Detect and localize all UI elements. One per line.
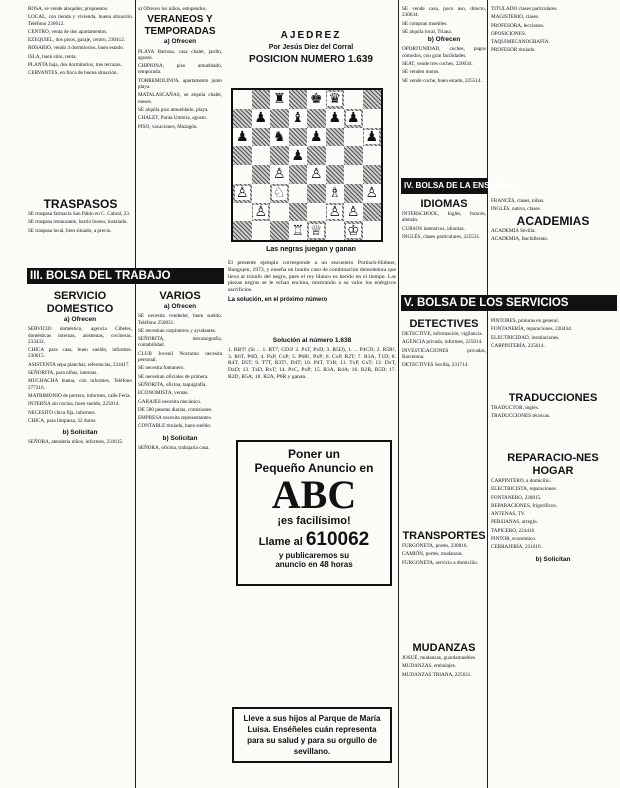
chess-square [270,146,289,165]
chess-square [326,165,345,184]
ad-item: TRADUCTOR, inglés. [491,405,539,411]
chess-piece-icon: ♟ [328,110,342,127]
ad-item: ISLA, buen sitio, renta. [28,53,77,60]
col5-services [491,318,615,388]
detectives-title: DETECTIVES [409,318,479,330]
ad-item: a) Ofrecen los niños, estupendos. [138,6,207,12]
chess-square [307,109,326,128]
chess-piece-icon: ♛ [328,91,342,108]
ad-phone-line [238,529,390,551]
ad-item: SE necesitan carpinteros y ayudantes. [138,327,217,334]
chess-square [270,203,289,222]
ad-item: SEÑORA, oficina, trabajaría casa. [138,445,210,452]
chess-square [252,128,271,147]
ad-item: MAGISTERIO, clases. [491,14,540,21]
parque-ad-text: Lleve a sus hijos al Parque de María Luisa. Enséñeles cuán representa para su salud y para su orgullo de sevillano. [243,714,381,756]
ad-item: SE traspasa local, bien situado, a precio. [28,227,112,234]
col5-ensenanza [491,198,615,293]
chess-square [326,184,345,203]
chess-square [252,90,271,109]
ad-item: ROSARIO, vendo 4 dormitorios, buen estado. [28,45,124,52]
chess-piece-icon: ♔ [346,222,360,239]
chess-square [363,109,382,128]
chess-piece-icon: ♙ [346,203,360,220]
chess-square [326,221,345,240]
chess-square [344,109,363,128]
chess-square [326,109,345,128]
ad-item: MUCHACHA buena, con informes. Teléfono 277316. [28,378,132,391]
ad-item: SE alquila local, Triana. [402,28,452,35]
servicio-domestico-title: SERVICIO DOMESTICO [46,290,114,315]
chess-piece-icon: ♚ [309,91,323,108]
ad-item: PISO, vacaciones, Mazagón. [138,123,198,130]
chess-square [326,146,345,165]
ad-phone-prefix: Llame al [258,536,303,548]
ad-item: SE vende casa, poco uso, directo, 230634. [402,6,486,19]
chess-board [231,88,383,242]
veraneos-title: VERANEOS Y TEMPORADAS [144,14,216,38]
chess-square [326,203,345,222]
ad-item: EZEQUIEL, dos pisos, garaje, centro, 230412. [28,37,126,44]
solution-text: 1. RBT! (Si ... 1. RT7; CD3! 2. PxT, PxD; 3. R5D), 1. ... P4CD; 2. R5R!, 3. R6T, P6D, 4. PxP, CxP; 5. P6R!, PxP; 6. CxP, R2T; 7. R3A, T1D; 8. R4T, D5T; 9. T7T, R3T!, D4T; 10. P4T, T1R; 11. TxP, CxT; 12. DxT, DxD; 13. TxD, RxT; 14. PxC, PxP; 15. R3A, R4A; 16. R2R, R5D; 17. R2D, R5A; 18. R2A, P6R y ganan. [228,346,396,380]
chess-square [326,90,345,109]
chess-piece-icon: ♕ [309,222,323,239]
ad-item: OPOSICIONES. [491,30,527,37]
ofrecen-label: a) Ofrecen [63,316,97,323]
chess-square [289,203,308,222]
ad-item: PROFESOR titulado. [491,47,536,54]
chess-note: La solución, en el próximo número [228,296,328,303]
ad-item: TAPICERO, 224416. [491,527,536,534]
col2-top [138,6,222,266]
ad-item: SE necesita fontanero. [138,365,185,372]
ad-item: SE necesitan oficiales de primera. [138,373,209,380]
chess-square [252,184,271,203]
ad-item: FRANCÉS, clases, niños. [491,198,545,204]
ad-item: SE traspasa restaurante, barrio bueno, instalado. [28,219,128,226]
chess-piece-icon: ♝ [291,110,305,127]
chess-piece-icon: ♙ [328,203,342,220]
chess-header [226,30,396,65]
chess-text: El presente ejemplo corresponde a un encuentro Portisch-Hubner, Bangojen, 1973, y enseña un bonito caso de combinación demoledora que lleva al triunfo del negro, pues el rey blanco es herido en el tiempo. Las piezas negras se le echan encima, mostrando a su valor los enérgicos sacrificios. [228,260,396,294]
ad-item: JOSUÉ, mudanzas, guardamuebles. [402,655,477,661]
ad-item: CAMIÓN, portes, mudanzas. [402,551,463,558]
ad-item: MATALASCAÑAS, se alquila chalet, meses. [138,92,222,105]
chess-square [252,165,271,184]
ad-item: PLAYA Barrosa, casa chalet, jardín, agosto. [138,48,222,61]
chess-square [307,165,326,184]
solution-title: Solución al número 1.638 [272,337,352,344]
ad-item: SEÑORITA, oficina, taquigrafía. [138,381,207,388]
chess-square [363,146,382,165]
chess-piece-icon: ♙ [365,185,379,202]
chess-square [289,146,308,165]
detectives-block [402,318,486,468]
chess-square [363,184,382,203]
ad-item: TITULADO clases particulares. [491,6,558,12]
chess-square [270,128,289,147]
reparaciones-title: REPARACIO-NES HOGAR [507,452,599,477]
chess-square [307,203,326,222]
chess-square [233,109,252,128]
chess-piece-icon: ♙ [309,166,323,183]
chess-caption: Las negras juegan y ganan [266,246,356,253]
traspasos-block [28,198,133,258]
ad-item: SE traspasa farmacia San Pablo en C. Cabral, 23. [28,211,131,217]
reparaciones-block [491,452,615,782]
chess-square [363,221,382,240]
chess-piece-icon: ♙ [272,166,286,183]
ofrecen-label: b) Ofrecen [427,36,461,44]
chess-square [326,128,345,147]
ad-item: CERRAJERÍA, 231616. [491,544,542,551]
chess-piece-icon: ♟ [365,128,379,145]
abc-ad-box [236,440,392,586]
varios-block [138,290,222,785]
ad-item: INGLÉS, nativa, clases. [491,206,541,213]
ad-item: ELECTRICIDAD, instalaciones. [491,334,560,341]
ad-item: MATRIMONIO de portero, informes, calle Feria. [28,392,131,399]
chess-piece-icon: ♟ [309,128,323,145]
chess-square [233,146,252,165]
ad-item: SE venden motos. [402,69,440,76]
solicitan-label: b) Solicitan [535,555,571,563]
chess-square [344,146,363,165]
ad-item: CLUB Juvenil Nocturno necesita personal. [138,350,222,364]
chess-square [270,109,289,128]
chess-square [363,128,382,147]
ofrecen-label: a) Ofrecen [163,38,197,46]
ad-item: SE vende coche, buen estado, 225514. [402,77,482,84]
ad-phone-number: 610062 [305,529,370,550]
chess-square [289,109,308,128]
mudanzas-title: MUDANZAS [412,642,476,654]
varios-title: VARIOS [159,290,201,302]
chess-square [344,90,363,109]
ad-item: CHICA para casa, buen sueldo, informes. 230615. [28,347,132,360]
chess-square [307,184,326,203]
chess-square [233,203,252,222]
ad-line: Poner un [287,447,340,461]
ad-item: MUDANZAS, embalajes. [402,663,457,670]
ad-item: MUDANZAS TRIANA, 225631. [402,671,472,678]
chess-square [252,146,271,165]
chess-square [233,184,252,203]
section-bolsa-trabajo: III. BOLSA DEL TRABAJO [27,268,224,284]
ad-item: INTERSCHOOL, Inglés, francés, alemán. [402,211,486,224]
chess-byline: Por Jesús Díez del Corral [268,44,354,51]
ad-item: DETECTIVES Sevilla, 231714. [402,362,469,369]
ad-item: SEÑORITA, para niños, internas. [28,370,98,377]
chess-square [270,90,289,109]
ad-item: SEAT, vende tres coches, 220034. [402,61,473,68]
ad-item: FONTANERÍA, reparaciones, 220434. [491,326,572,333]
ad-item: LOCAL, con tienda y vivienda, buena situación. Teléfono 230612. [28,14,133,27]
traducciones-title: TRADUCCIONES [508,392,598,404]
transportes-block [402,530,486,640]
ad-item: INGLÉS, clases particulares, 225531. [402,233,481,240]
ad-item: CONTABLE titulado, buen sueldo. [138,423,212,430]
parque-ad-box [232,707,392,763]
ad-item: REPARACIONES, frigoríficos. [491,502,557,509]
chess-square [289,128,308,147]
column-rule [398,0,399,788]
ad-item: GARAJES necesita mecánico. [138,398,202,405]
ad-line: ¡es facilísimo! [277,515,351,527]
chess-square [270,221,289,240]
idiomas-title: IDIOMAS [420,198,468,210]
ad-item: FURGONETA, portes, 230816. [402,543,468,549]
ad-item: ACADEMIA Sevilla. [491,227,536,234]
ad-item: CARPINTERÍA, 225614. [491,342,545,349]
chess-square [344,184,363,203]
chess-square [233,128,252,147]
column-rule [135,0,136,788]
chess-title: AJEDREZ [280,30,342,41]
chess-square [233,165,252,184]
ad-item: ACADEMIA, Bachillerato. [491,235,549,242]
ad-item: CHICA, para limpieza, 32 duros. [28,417,97,424]
ad-item: CARPINTERO, a domicilio. [491,478,551,484]
chess-square [363,90,382,109]
section-bolsa-ensenanza: IV. BOLSA DE LA ENSEÑANZA [401,178,488,194]
ad-item: CHALET, Punta Umbría, agosto. [138,115,208,122]
ad-item: SERVICIO doméstico, agencia Cibeles, domésticas internas, asistentas, cocineras. 233432. [28,326,132,345]
chess-solution [228,338,396,420]
solicitan-label: b) Solicitan [62,429,98,437]
ad-item: PLANTA baja, dos dormitorios, tres terrazas. [28,62,122,69]
ad-item: SE alquila piso amueblado, playa. [138,106,209,113]
ad-item: ASISTENTA sepa planchar, referencias, 224417. [28,361,130,368]
chess-piece-icon: ♟ [291,147,305,164]
chess-position: POSICION NUMERO 1.639 [249,54,373,65]
chess-piece-icon: ♜ [272,91,286,108]
abc-logo: ABC [271,472,357,517]
section-bolsa-servicios: V. BOLSA DE LOS SERVICIOS [401,295,617,311]
solicitan-label: b) Solicitan [162,434,198,442]
chess-square [344,221,363,240]
chess-piece-icon: ♟ [254,110,268,127]
chess-piece-icon: ♖ [291,222,305,239]
chess-square [363,203,382,222]
chess-square [289,90,308,109]
ad-item: ROSA, se vende aloquiler, propuestos. [28,6,109,12]
ad-item: SEÑORITA, mecanografía, contabilidad. [138,336,222,349]
chess-piece-icon: ♙ [235,185,249,202]
ad-item: PINTORES, pinturas en general. [491,318,560,324]
chess-body [228,260,396,330]
col1-top [28,6,133,196]
chess-piece-icon: ♘ [272,185,286,202]
ad-line: anuncio en 48 horas [275,560,353,569]
traducciones-block [491,392,615,442]
ad-line: y publicaremos su [278,551,350,560]
ad-item: PROFESORA, lecciones. [491,22,545,29]
column-rule [487,0,488,788]
idiomas-block [402,198,486,288]
chess-square [344,203,363,222]
chess-square [252,203,271,222]
chess-piece-icon: ♟ [346,110,360,127]
ad-item: AGENCIA privada, informes, 225814. [402,339,483,346]
ad-item: OPORTUNIDAD, coches, pagos cómodos, con gran facilidades. [402,46,486,59]
chess-square [252,221,271,240]
ad-item: PERSIANAS, arreglo. [491,519,538,526]
ad-item: CURSOS intensivos, idiomas. [402,225,465,232]
ad-item: DETECTIVE, información, vigilancia. [402,331,483,337]
mudanzas-block [402,642,486,782]
ad-item: EMPRESA necesita representantes. [138,415,212,422]
ad-item: CHIPIONA, piso amueblado, temporada. [138,63,222,76]
ad-item: PINTOR, económico. [491,536,537,543]
chess-piece-icon: ♟ [235,128,249,145]
chess-square [307,221,326,240]
chess-square [233,90,252,109]
ofrecen-label: a) Ofrecen [163,303,197,310]
ad-item: ELECTRICISTA, reparaciones. [491,486,557,493]
chess-piece-icon: ♗ [328,185,342,202]
ad-item: INTERNA sin cocina, buen sueldo, 225014. [28,401,120,408]
ad-item: TORREMOLINOS, apartamento junto playa. [138,77,222,91]
ad-item: ECONOMISTA, ventas. [138,390,189,397]
chess-square [344,128,363,147]
col4-top [402,6,486,166]
chess-square [289,221,308,240]
col5-top [491,6,615,176]
ad-item: INVESTIGACIONES privadas, Barcelona. [402,347,486,360]
chess-square [307,146,326,165]
chess-piece-icon: ♞ [272,128,286,145]
ad-item: FURGONETA, servicio a domicilio. [402,559,479,566]
chess-square [252,109,271,128]
chess-square [270,184,289,203]
chess-square [289,165,308,184]
ad-line: Pequeño Anuncio en [254,461,374,475]
chess-square [363,165,382,184]
traspasos-title: TRASPASOS [43,197,118,211]
ad-item: SEÑORA, atendería niños, informes, 231615. [28,439,124,446]
chess-piece-icon: ♙ [254,203,268,220]
chess-square [270,165,289,184]
chess-square [344,165,363,184]
ad-item: CERVANTES, en finca de buena situación. [28,70,118,77]
ad-item: SE compran muebles. [402,20,448,27]
ad-item: CENTRO, venta de dos apartamentos. [28,28,108,35]
ad-item: NECESITO chica fija, informes. [28,409,96,416]
servicio-domestico-block [28,290,132,785]
ad-item: ANTENAS, TV. [491,511,526,518]
chess-square [307,90,326,109]
chess-square [289,184,308,203]
transportes-title: TRANSPORTES [402,530,486,542]
ad-item: TRADUCCIONES técnicas. [491,413,551,420]
ad-item: DE 500 pesetas diarias, comisiones. [138,406,213,413]
academias-title: ACADEMIAS [516,213,590,228]
chess-square [233,221,252,240]
ad-item: FONTANERO, 230815. [491,494,542,501]
ad-item: TAQUIMECANOGRAFÍA. [491,39,550,46]
ad-item: SE necesita vendedor, buen sueldo. Teléfono 250031. [138,313,222,326]
chess-square [307,128,326,147]
